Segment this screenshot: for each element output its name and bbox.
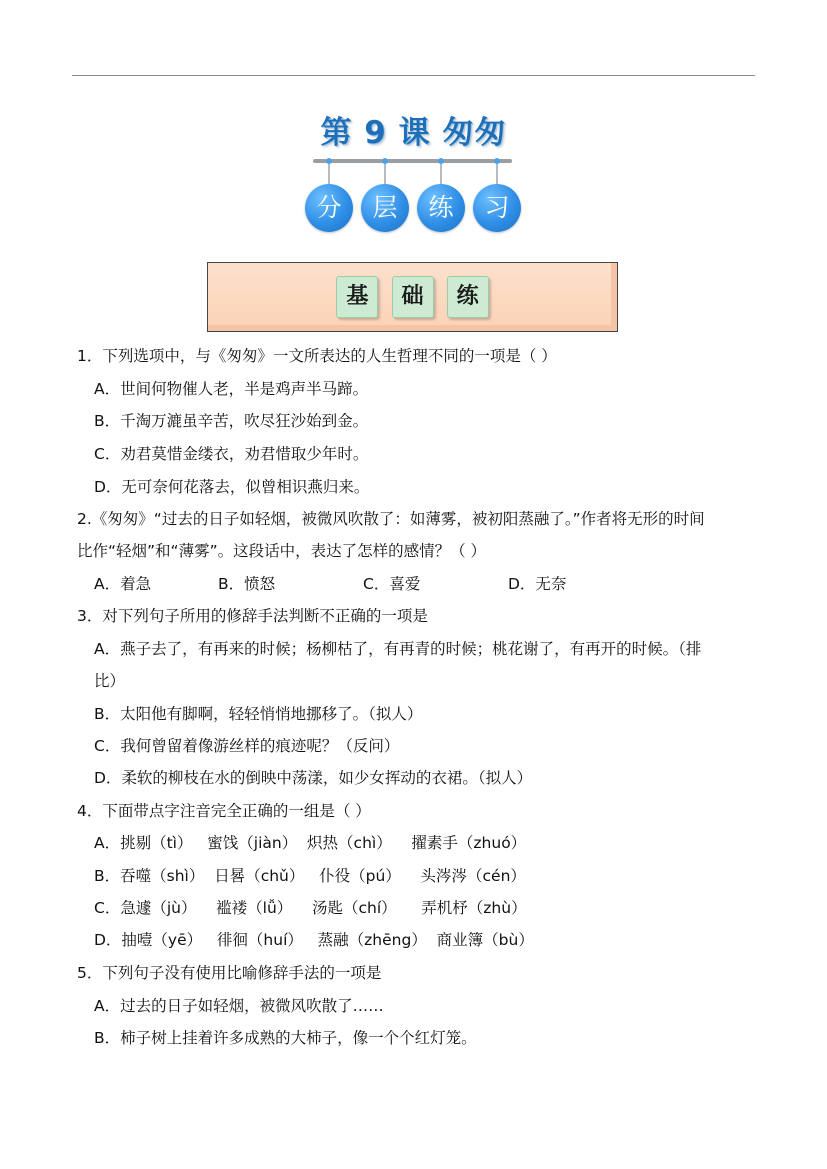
question-1-option-b: B．千淘万漉虽辛苦，吹尽狂沙始到金。 xyxy=(94,412,369,430)
banner-char: 基 xyxy=(336,276,378,318)
question-4-option-a: A．挑剔（tì） 蜜饯（jiàn） 炽热（chì） 擢素手（zhuó） xyxy=(94,834,527,852)
banner-char: 础 xyxy=(392,276,434,318)
question-2-option-a: A．着急 xyxy=(94,575,152,593)
question-3-stem: 3．对下列句子所用的修辞手法判断不正确的一项是 xyxy=(77,607,428,625)
badge-fen: 分 xyxy=(305,184,353,232)
bar-bead xyxy=(382,158,388,164)
question-1-option-d: D．无可奈何花落去，似曾相识燕归来。 xyxy=(94,478,370,496)
question-5-option-a: A．过去的日子如轻烟，被微风吹散了…… xyxy=(94,997,384,1015)
question-3-option-b: B．太阳他有脚啊，轻轻悄悄地挪移了。（拟人） xyxy=(94,705,423,723)
question-5-stem: 5．下列句子没有使用比喻修辞手法的一项是 xyxy=(77,964,382,982)
question-4-option-b: B．吞噬（shì） 日晷（chǔ） 仆役（pú） 头涔涔（cén） xyxy=(94,867,526,885)
badge-lian: 练 xyxy=(417,184,465,232)
badge-ceng: 层 xyxy=(361,184,409,232)
badge-bar xyxy=(313,159,512,163)
question-1-option-a: A．世间何物催人老，半是鸡声半马蹄。 xyxy=(94,380,369,398)
question-2-option-d: D．无奈 xyxy=(508,575,567,593)
question-4-option-d: D．抽噎（yē） 徘徊（huí） 蒸融（zhēng） 商业簿（bù） xyxy=(94,931,534,949)
bar-bead xyxy=(326,158,332,164)
badge-xi: 习 xyxy=(473,184,521,232)
question-1-stem: 1．下列选项中，与《匆匆》一文所表达的人生哲理不同的一项是（ ） xyxy=(77,347,557,365)
header-rule xyxy=(72,75,755,76)
question-2-options xyxy=(94,573,566,595)
question-2-option-c: C．喜爱 xyxy=(363,575,421,593)
bar-bead xyxy=(494,158,500,164)
section-banner xyxy=(207,262,618,332)
question-2-stem: 2.《匆匆》“过去的日子如轻烟，被微风吹散了：如薄雾，被初阳蒸融了。”作者将无形的时间 xyxy=(77,510,705,528)
question-4-option-c: C．急遽（jù） 褴褛（lǚ） 汤匙（chí） 弄机杼（zhù） xyxy=(94,899,527,917)
question-2-option-b: B．愤怒 xyxy=(218,575,276,593)
lesson-title: 第 9 课 匆匆 xyxy=(320,115,507,151)
question-3-option-a: A．燕子去了，有再来的时候；杨柳枯了，有再青的时候；桃花谢了，有再开的时候。（排 xyxy=(94,640,702,658)
question-2-stem-cont: 比作“轻烟”和“薄雾”。这段话中，表达了怎样的感情？（ ） xyxy=(77,542,487,560)
question-5-option-b: B．柿子树上挂着许多成熟的大柿子，像一个个红灯笼。 xyxy=(94,1029,477,1047)
question-3-option-a-cont: 比） xyxy=(94,672,126,690)
question-3-option-d: D．柔软的柳枝在水的倒映中荡漾，如少女挥动的衣裙。（拟人） xyxy=(94,769,533,787)
question-4-stem: 4．下面带点字注音完全正确的一组是（ ） xyxy=(77,802,371,820)
bar-bead xyxy=(438,158,444,164)
question-1-option-c: C．劝君莫惜金缕衣，劝君惜取少年时。 xyxy=(94,445,369,463)
question-3-option-c: C．我何曾留着像游丝样的痕迹呢？（反问） xyxy=(94,737,400,755)
banner-char: 练 xyxy=(447,276,489,318)
